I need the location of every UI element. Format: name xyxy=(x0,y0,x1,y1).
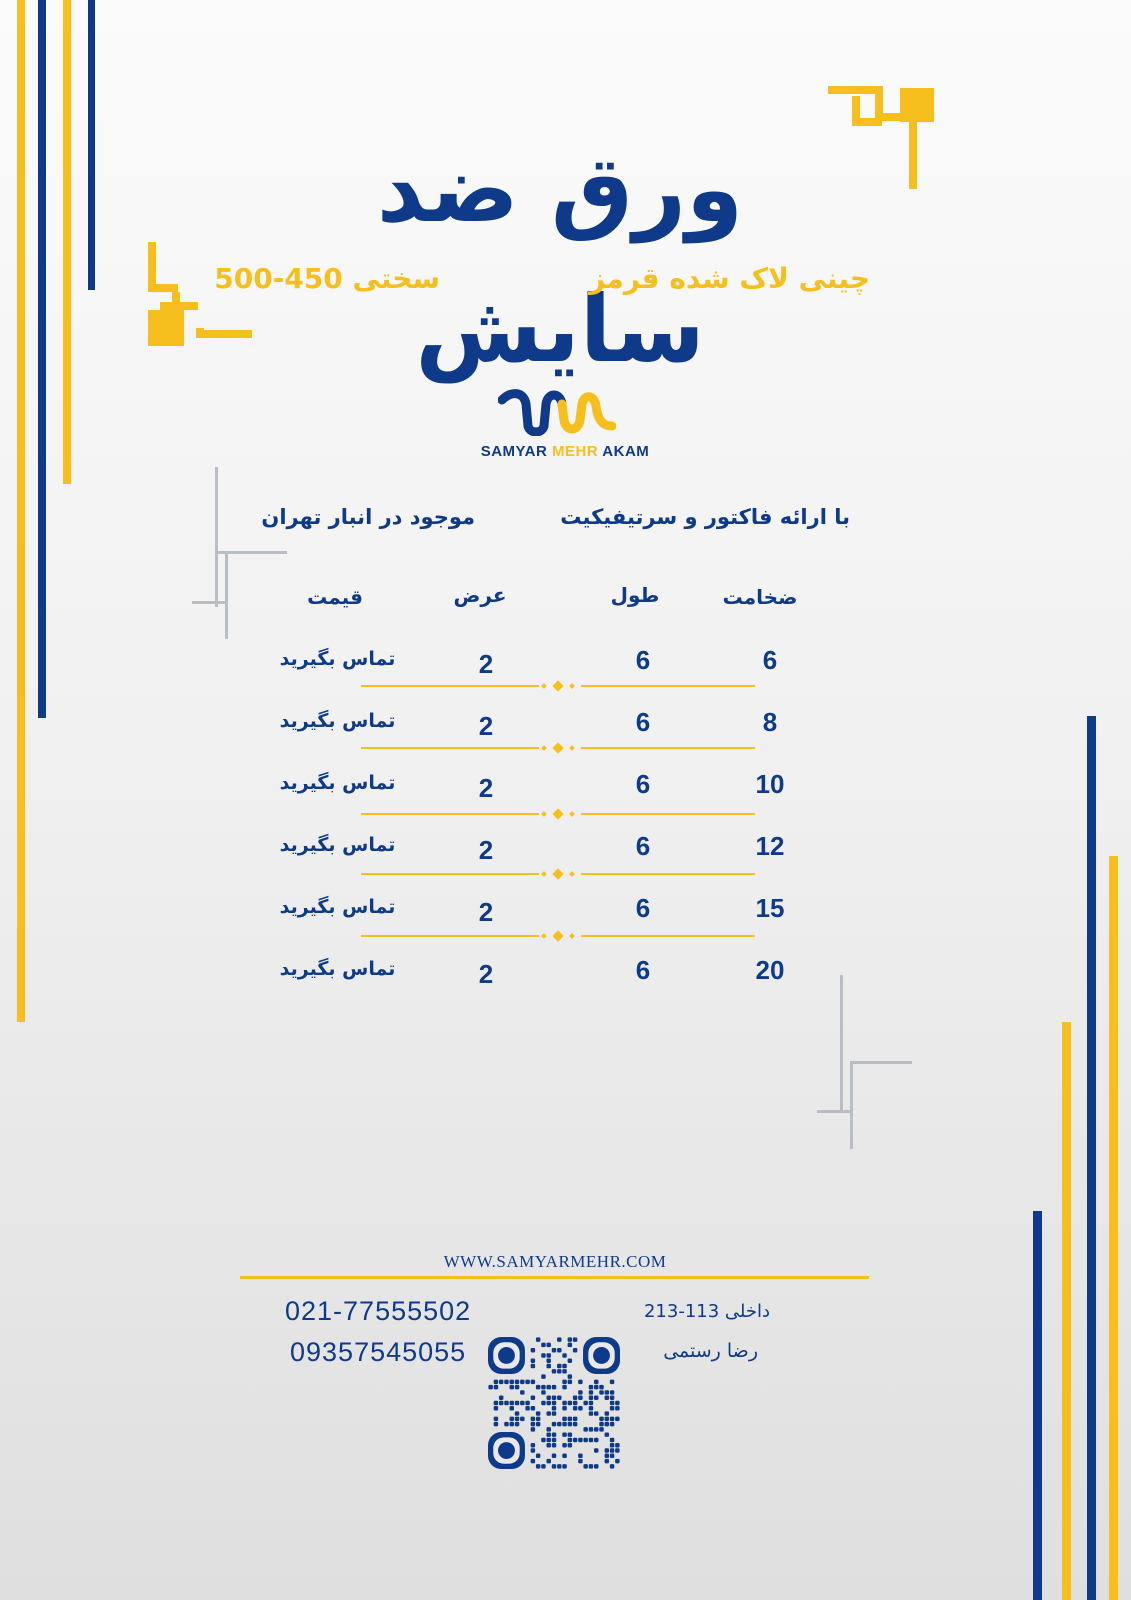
extension-numbers: داخلی 113-213 xyxy=(643,1301,770,1322)
left-yellow-bar-outer xyxy=(17,0,25,1022)
cell-length: 6 xyxy=(635,707,651,737)
cell-price: تماس بگیرید xyxy=(279,896,396,918)
right-blue-bar-1 xyxy=(1087,716,1096,1600)
cell-thickness: 12 xyxy=(755,831,785,861)
gray-ornament-right-h2 xyxy=(817,1110,853,1113)
left-blue-bar-inner xyxy=(88,0,95,290)
cell-length: 6 xyxy=(635,769,651,799)
right-yellow-bar-1 xyxy=(1109,856,1118,1600)
subtitle-hardness: سختی 450-500 xyxy=(214,262,440,295)
left-blue-bar-outer xyxy=(38,0,46,718)
qr-code[interactable] xyxy=(488,1337,620,1469)
gray-ornament-left-v1 xyxy=(215,467,218,607)
cell-price: تماس بگیرید xyxy=(279,710,396,732)
contact-name: رضا رستمی xyxy=(663,1340,758,1362)
right-blue-bar-2 xyxy=(1033,1211,1042,1600)
header-thickness: ضخامت xyxy=(722,585,798,609)
gray-ornament-right-v1 xyxy=(840,975,843,1111)
cell-width: 2 xyxy=(478,897,494,927)
gray-ornament-right-h1 xyxy=(850,1061,912,1064)
cell-length: 6 xyxy=(635,831,651,861)
website-url[interactable]: WWW.SAMYARMEHR.COM xyxy=(443,1252,667,1271)
cell-width: 2 xyxy=(478,711,494,741)
gray-ornament-left-h2 xyxy=(192,601,228,604)
cell-length: 6 xyxy=(635,955,651,985)
header-price: قیمت xyxy=(307,585,363,609)
brand-name xyxy=(440,443,690,460)
cell-width: 2 xyxy=(478,773,494,803)
cell-price: تماس بگیرید xyxy=(279,772,396,794)
row-separator xyxy=(361,807,755,821)
row-separator xyxy=(361,679,755,693)
cell-length: 6 xyxy=(635,893,651,923)
footer-divider xyxy=(240,1276,869,1279)
brand-logo-mark xyxy=(498,386,616,436)
phone-mobile[interactable]: 09357545055 xyxy=(290,1337,467,1367)
cell-thickness: 10 xyxy=(755,769,785,799)
cell-price: تماس بگیرید xyxy=(279,958,396,980)
gray-ornament-left-v2 xyxy=(225,553,228,639)
cell-price: تماس بگیرید xyxy=(279,648,396,670)
phone-landline[interactable]: 021-77555502 xyxy=(285,1296,472,1326)
brand-part-3: AKAM xyxy=(602,443,650,460)
cell-width: 2 xyxy=(478,835,494,865)
cell-width: 2 xyxy=(478,649,494,679)
gray-ornament-right-v2 xyxy=(850,1061,853,1149)
subtitle-origin: چینی لاک شده قرمز xyxy=(589,262,870,295)
header-width: عرض xyxy=(453,583,507,607)
header-length: طول xyxy=(610,583,660,607)
stock-note: موجود در انبار تهران xyxy=(261,505,475,529)
cell-thickness: 20 xyxy=(755,955,785,985)
left-yellow-bar-inner xyxy=(63,0,71,484)
cell-thickness: 8 xyxy=(762,707,778,737)
brand-part-2: MEHR xyxy=(552,443,599,460)
brand-part-1: SAMYAR xyxy=(480,443,548,460)
right-yellow-bar-2 xyxy=(1062,1022,1071,1600)
cell-length: 6 xyxy=(635,645,651,675)
cell-thickness: 15 xyxy=(755,893,785,923)
cell-price: تماس بگیرید xyxy=(279,834,396,856)
page-title: ورق ضد سایش xyxy=(376,136,744,383)
cell-width: 2 xyxy=(478,959,494,989)
row-separator xyxy=(361,741,755,755)
gray-ornament-left-h1 xyxy=(215,551,287,554)
row-separator xyxy=(361,929,755,943)
row-separator xyxy=(361,867,755,881)
cell-thickness: 6 xyxy=(762,645,778,675)
invoice-note: با ارائه فاکتور و سرتیفیکیت xyxy=(560,505,850,529)
